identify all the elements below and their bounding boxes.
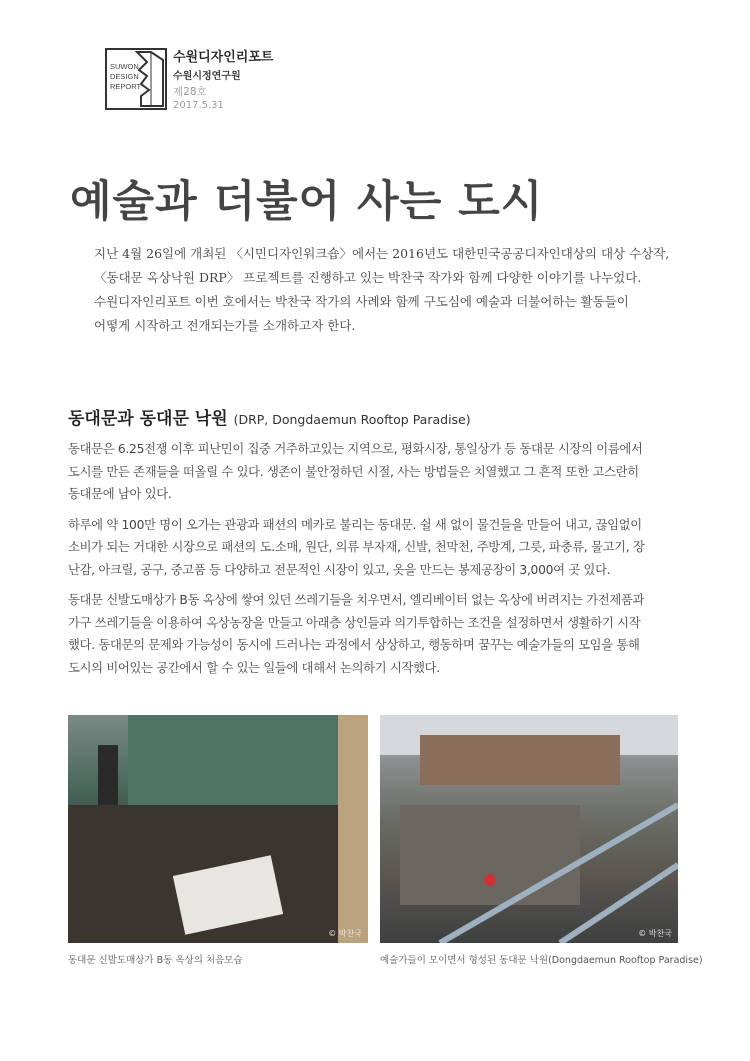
text-line: 했다. 동대문의 문제와 가능성이 동시에 드러나는 과정에서 상상하고, 행동하며 꿈꾸는 예술가들의 모임을 통해	[68, 638, 640, 652]
intro-line: 수원디자인리포트 이번 호에서는 박찬국 작가의 사례와 함께 구도심에 예술과 더불어하는 활동들이	[94, 294, 629, 309]
photo-rooftop-paradise	[380, 715, 678, 943]
photo-rooftop-before	[68, 715, 368, 943]
section-body	[68, 438, 688, 687]
text-line: 동대문은 6.25전쟁 이후 피난민이 집중 거주하고있는 지역으로, 평화시장, 통일상가 등 동대문 시장의 이름에서	[68, 442, 643, 456]
text-line: 동대문 신발도매상가 B동 옥상에 쌓여 있던 쓰레기들을 치우면서, 엘리베이터 없는 옥상에 버려지는 가전제품과	[68, 593, 645, 607]
text-line: 난감, 아크릴, 공구, 중고품 등 다양하고 전문적인 시장이 있고, 옷을 만드는 봉제공장이 3,000여 곳 있다.	[68, 562, 611, 577]
photo-caption: 예술가들이 모이면서 형성된 동대문 낙원(Dongdaemun Rooftop Paradise)	[380, 955, 703, 966]
intro-line: 지난 4월 26일에 개최된 〈시민디자인워크숍〉에서는 2016년도 대한민국공공디자인대상의 대상 수상작,	[94, 246, 670, 261]
issue-number: 제28호	[173, 86, 207, 98]
text-line: 소비가 되는 거대한 시장으로 패션의 도.소매, 원단, 의류 부자재, 신발, 천막천, 주방계, 그릇, 파충류, 물고기, 장	[68, 540, 645, 554]
text-line: 도시를 만든 존재들을 떠올릴 수 있다. 생존이 불안정하던 시절, 사는 방법들은 치열했고 그 흔적 또한 고스란히	[68, 464, 639, 479]
suwon-design-report-logo	[105, 48, 167, 110]
paragraph	[68, 514, 688, 582]
text-line: 하루에 약 100만 명이 오가는 관광과 패션의 메카로 불리는 동대문. 쉴 새 없이 물건들을 만들어 내고, 끊임없이	[68, 517, 642, 532]
intro-line: 어떻게 시작하고 전개되는가를 소개하고자 한다.	[94, 318, 356, 333]
paragraph	[68, 589, 688, 679]
text-line: 도시의 비어있는 공간에서 할 수 있는 일들에 대해서 논의하기 시작했다.	[68, 660, 440, 675]
photo-caption: 동대문 신발도매상가 B동 옥상의 처음모습	[68, 955, 243, 966]
text-line: 동대문에 남아 있다.	[68, 487, 172, 501]
intro-line: 〈동대문 옥상낙원 DRP〉 프로젝트를 진행하고 있는 박찬국 작가와 함께 다양한 이야기를 나누었다.	[94, 270, 642, 285]
issue-date: 2017.5.31	[173, 100, 224, 111]
publisher: 수원시정연구원	[173, 71, 241, 82]
intro-paragraph	[94, 242, 669, 338]
publication-name: 수원디자인리포트	[173, 50, 274, 65]
section-heading	[68, 404, 471, 429]
page-title: 예술과 더불어 사는 도시	[70, 177, 544, 227]
paragraph	[68, 438, 688, 506]
logo-text: SUWON	[110, 62, 139, 71]
masthead	[173, 46, 273, 111]
logo-text: DESIGN	[110, 72, 139, 81]
photo-credit: © 박찬국	[638, 929, 672, 938]
photo-credit: © 박찬국	[328, 929, 362, 938]
section-subheading: (DRP, Dongdaemun Rooftop Paradise)	[233, 412, 471, 427]
text-line: 가구 쓰레기들을 이용하여 옥상농장을 만들고 아래층 상인들과 의기투합하는 조건을 설정하면서 생활하기 시작	[68, 615, 641, 630]
logo-text: REPORT	[110, 82, 142, 91]
section-heading-text: 동대문과 동대문 낙원	[68, 409, 228, 429]
